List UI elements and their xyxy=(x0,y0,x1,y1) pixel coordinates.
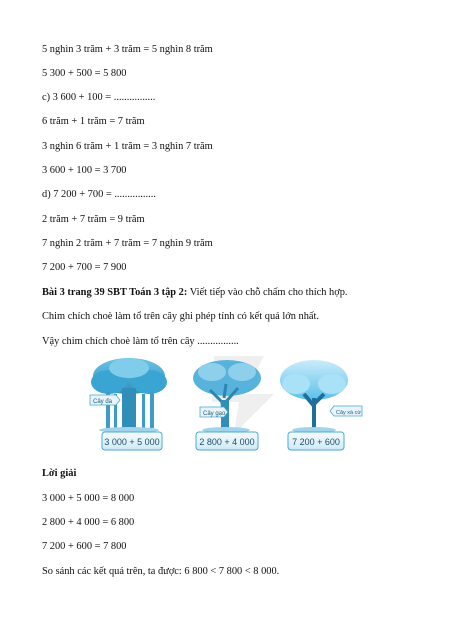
calc-line-2: 5 300 + 500 = 5 800 xyxy=(42,68,127,79)
plate-3 xyxy=(288,432,344,450)
plate-1 xyxy=(102,432,162,450)
solution-line-1: 3 000 + 5 000 = 8 000 xyxy=(42,493,135,504)
trees-svg xyxy=(84,354,366,454)
solution-line-2: 2 800 + 4 000 = 6 800 xyxy=(42,517,135,528)
exercise-instruction: Viết tiếp vào chỗ chấm cho thích hợp. xyxy=(187,287,348,298)
tag-cay-xa-cu-label: Cây xà cừ xyxy=(336,410,362,416)
calc-line-8: 2 trăm + 7 trăm = 9 trăm xyxy=(42,214,145,225)
calc-line-5: 3 nghìn 6 trăm + 1 trăm = 3 nghìn 7 trăm xyxy=(42,141,213,152)
calc-line-7: d) 7 200 + 700 = ................ xyxy=(42,189,156,200)
tag-cay-xa-cu xyxy=(330,406,362,416)
expression-2: 2 800 + 4 000 xyxy=(199,437,255,447)
tag-cay-gao xyxy=(200,407,228,417)
calc-line-3: c) 3 600 + 100 = ................ xyxy=(42,92,156,103)
calc-line-9: 7 nghìn 2 trăm + 7 trăm = 7 nghìn 9 trăm xyxy=(42,238,213,249)
tag-cay-gao-label: Cây gạo xyxy=(203,411,226,417)
calc-line-4: 6 trăm + 1 trăm = 7 trăm xyxy=(42,116,145,127)
solution-line-4: So sánh các kết quả trên, ta được: 6 800 < 7 800 < 8 000. xyxy=(42,566,280,577)
trees-illustration xyxy=(84,354,366,454)
tree-xacu xyxy=(280,360,348,433)
calc-line-6: 3 600 + 100 = 3 700 xyxy=(42,165,127,176)
calc-line-1: 5 nghìn 3 trăm + 3 trăm = 5 nghìn 8 trăm xyxy=(42,44,213,55)
expression-3: 7 200 + 600 xyxy=(292,437,340,447)
solution-heading: Lời giải xyxy=(42,468,77,479)
calc-line-10: 7 200 + 700 = 7 900 xyxy=(42,262,127,273)
tag-cay-da xyxy=(90,395,120,405)
tag-cay-da-label: Cây đa xyxy=(93,399,113,405)
exercise-title: Bài 3 trang 39 SBT Toán 3 tập 2: xyxy=(42,287,188,298)
exercise-question: Chim chích choè làm tổ trên cây ghi phép tính có kết quả lớn nhất. xyxy=(42,311,320,322)
exercise-heading xyxy=(42,286,348,300)
solution-line-3: 7 200 + 600 = 7 800 xyxy=(42,541,127,552)
expression-1: 3 000 + 5 000 xyxy=(104,437,160,447)
exercise-answer-prompt: Vậy chim chích choè làm tổ trên cây ................ xyxy=(42,336,239,347)
plate-2 xyxy=(196,432,258,450)
